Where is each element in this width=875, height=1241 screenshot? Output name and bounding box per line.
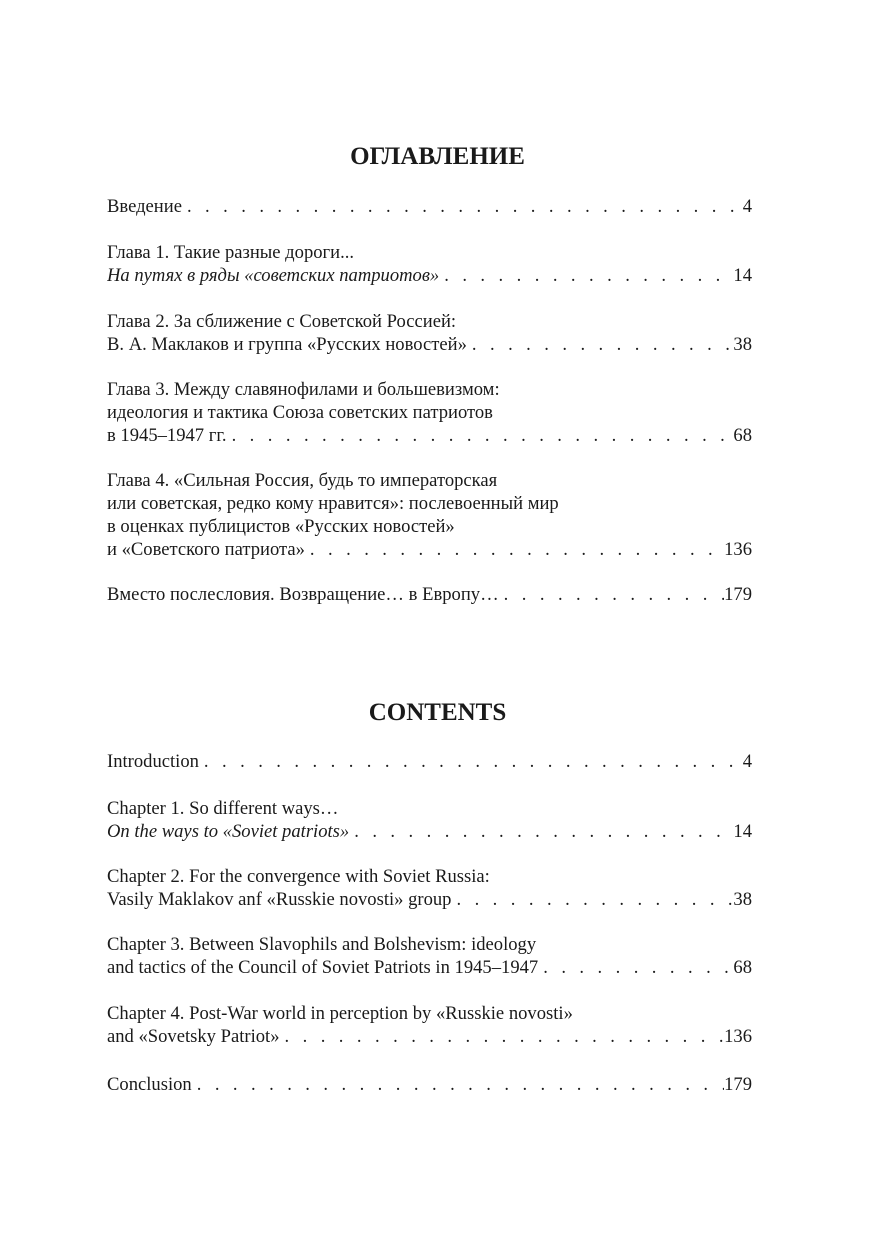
page-number: 136 (724, 539, 752, 560)
toc-entry-ru-ch2 (107, 310, 752, 356)
page-number: 179 (724, 584, 752, 605)
entry-line: в 1945–1947 гг. (107, 425, 227, 446)
toc-entry-ru-ch4 (107, 469, 752, 561)
entry-line: On the ways to «Soviet patriots» (107, 821, 350, 842)
toc-entry-en-ch4 (107, 1002, 752, 1048)
page-number: 179 (724, 1074, 752, 1095)
page-number: 4 (742, 751, 752, 772)
dot-leader (305, 538, 724, 561)
toc-entry-en-ch2 (107, 865, 752, 911)
toc-entry-en-intro (107, 750, 752, 773)
page-number: 38 (733, 889, 752, 910)
toc-entry-ru-ch1 (107, 241, 752, 287)
dot-leader (467, 333, 734, 356)
entry-line: Introduction (107, 751, 199, 772)
toc-entry-en-ch1 (107, 797, 752, 843)
dot-leader (499, 583, 724, 606)
dot-leader (349, 820, 733, 843)
dot-leader (192, 1073, 724, 1096)
toc-entry-ru-afterword (107, 583, 752, 606)
dot-leader (439, 264, 733, 287)
entry-line: На путях в ряды «советских патриотов» (107, 265, 440, 286)
page-number: 38 (733, 334, 752, 355)
entry-line: Введение (107, 196, 182, 217)
entry-line: Глава 2. За сближение с Советской Россией: (107, 311, 457, 332)
entry-line: Глава 1. Такие разные дороги... (107, 242, 355, 263)
entry-line: Chapter 2. For the convergence with Soviet Russia: (107, 866, 490, 887)
entry-line: Chapter 3. Between Slavophils and Bolshevism: ideology (107, 934, 537, 955)
entry-line: and tactics of the Council of Soviet Patriots in 1945–1947 (107, 957, 539, 978)
toc-entry-en-conclusion (107, 1073, 752, 1096)
entry-line: идеология и тактика Союза советских патриотов (107, 402, 493, 423)
toc-entry-en-ch3 (107, 933, 752, 979)
dot-leader (538, 956, 733, 979)
page-number: 4 (742, 196, 752, 217)
toc-title-en: CONTENTS (368, 699, 507, 726)
entry-line: Chapter 4. Post-War world in perception by «Russkie novosti» (107, 1003, 573, 1024)
entry-line: и «Советского патриота» (107, 539, 305, 560)
entry-line: В. А. Маклаков и группа «Русских новостей» (107, 334, 467, 355)
dot-leader (451, 888, 733, 911)
entry-line: Conclusion (107, 1074, 192, 1095)
entry-line: Вместо послесловия. Возвращение… в Европу… (107, 584, 499, 605)
entry-line: в оценках публицистов «Русских новостей» (107, 516, 455, 537)
toc-entry-ru-intro (107, 195, 752, 218)
entry-line: Vasily Maklakov anf «Russkie novosti» group (107, 889, 452, 910)
dot-leader (199, 750, 743, 773)
entry-line: или советская, редко кому нравится»: послевоенный мир (107, 493, 559, 514)
dot-leader (227, 424, 734, 447)
page-number: 68 (733, 425, 752, 446)
toc-title-ru: ОГЛАВЛЕНИЕ (350, 143, 525, 170)
toc-entry-ru-ch3 (107, 378, 752, 447)
dot-leader (280, 1025, 725, 1048)
page-number: 136 (724, 1026, 752, 1047)
entry-line: Глава 4. «Сильная Россия, будь то императорская (107, 470, 498, 491)
dot-leader (182, 195, 743, 218)
page-number: 14 (733, 821, 752, 842)
entry-line: and «Sovetsky Patriot» (107, 1026, 280, 1047)
page-number: 14 (733, 265, 752, 286)
entry-line: Глава 3. Между славянофилами и большевизмом: (107, 379, 500, 400)
page-number: 68 (733, 957, 752, 978)
entry-line: Chapter 1. So different ways… (107, 798, 339, 819)
